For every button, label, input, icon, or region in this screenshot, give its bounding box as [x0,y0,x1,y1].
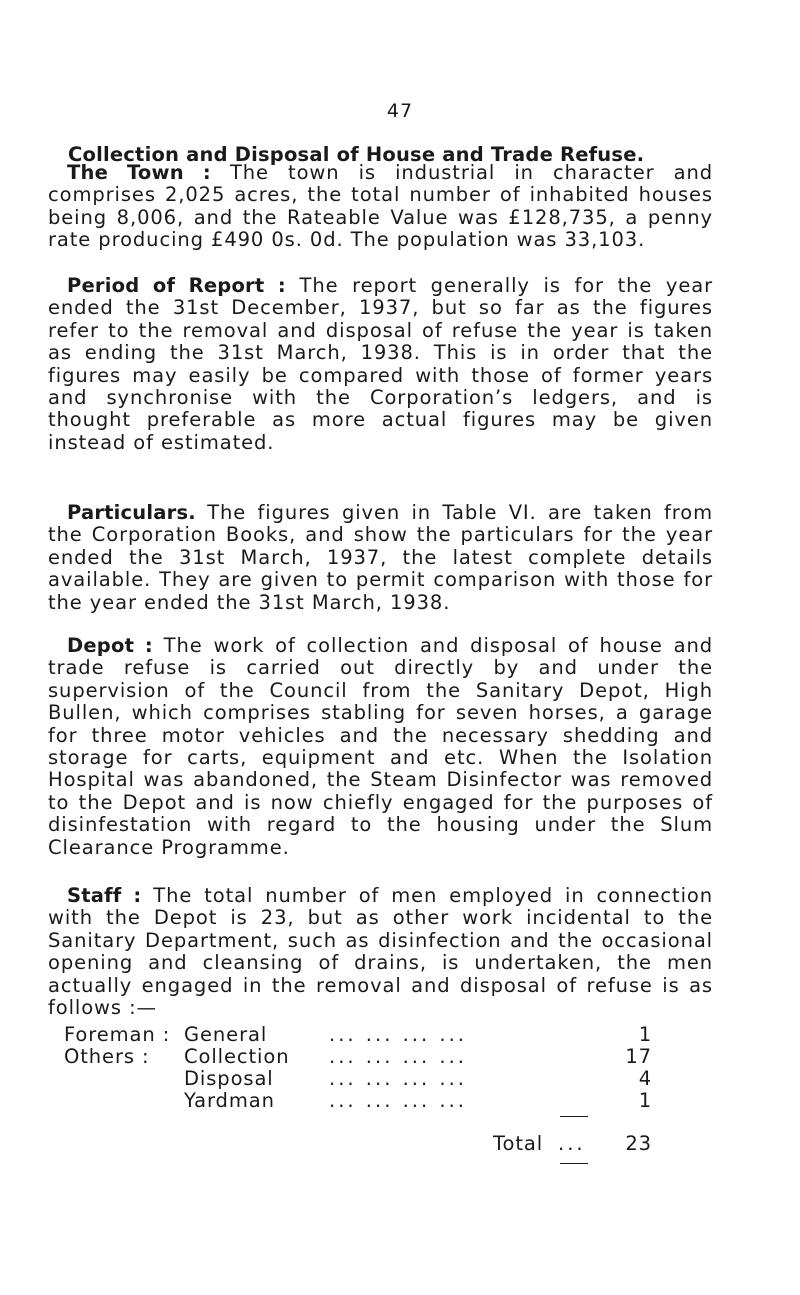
leader-dots: ... ... ... ... [329,1089,467,1112]
paragraph-particulars [48,502,713,614]
staff-category: Disposal [184,1067,274,1090]
paragraph-lead: Period of Report : [67,274,286,297]
staff-count: 1 [638,1023,652,1046]
staff-category: General [184,1023,268,1046]
paragraph-staff [48,885,713,1019]
leader-dots: ... ... ... ... [329,1045,467,1068]
staff-count: 4 [638,1067,652,1090]
staff-category: Collection [184,1045,290,1068]
paragraph-lead: Depot : [67,634,153,657]
section-heading: Collection and Disposal of House and Trade Refuse. [68,143,645,166]
page-number: 47 [386,100,414,122]
paragraph-period-of-report [48,275,713,454]
staff-role: Others : [64,1045,150,1068]
total-row [64,1132,664,1154]
staff-category: Yardman [184,1089,275,1112]
paragraph-depot [48,635,713,859]
leader-dots: ... [558,1132,586,1155]
paragraph-text: The town is industrial in character and comprises 2,025 acres, the total number of inhabited houses being 8,006, and the Rateable Value was £128,735, a penny rate producing £490 0s. 0d. The population was 33,103. [48,161,714,252]
total-label: Total [493,1132,544,1155]
paragraph-lead: Staff : [67,884,142,907]
paragraph-text: The figures given in Table VI. are taken from the Corporation Books, and show the particulars for the year ended the 31st March, 1937, the latest complete details available. They are given to permit comparison with those for the year ended the 31st March, 1938. [48,501,713,614]
paragraph-town [48,162,713,252]
paragraph-text: The total number of men employed in connection with the Depot is 23, but as other work incidental to the Sanitary Department, such as disinfection and the occasional opening and cleansing of drains, is undertaken, the men actually engaged in the removal and disposal of refuse is as follows :— [48,884,713,1020]
paragraph-text: The work of collection and disposal of house and trade refuse is carried out directly by and under the supervision of the Council from the Sanitary Depot, High Bullen, which comprises stabling for seven horses, a garage for three motor vehicles and the necessary shedding and storage for carts, equipment and etc. When the Isolation Hospital was abandoned, the Steam Disinfector was removed to the Depot and is now chiefly engaged for the purposes of disinfestation with regard to the housing under the Slum Clearance Programme. [48,634,713,859]
paragraph-text: The report generally is for the year ended the 31st December, 1937, but so far as the figures refer to the removal and disposal of refuse the year is taken as ending the 31st March, 1938. This is in order that the figures may easily be compared with those of former years and synchronise with the Corporation’s ledgers, and is thought preferable as more actual figures may be given instead of estimated. [48,274,713,454]
paragraph-lead: Particulars. [67,501,196,524]
staff-count: 1 [638,1089,652,1112]
total-rule-bottom [560,1163,588,1164]
total-rule-top [560,1116,588,1117]
staff-count: 17 [625,1045,652,1068]
leader-dots: ... ... ... ... [329,1023,467,1046]
leader-dots: ... ... ... ... [329,1067,467,1090]
total-count: 23 [625,1132,652,1155]
paragraph-lead: The Town : [67,161,211,184]
staff-role: Foreman : [64,1023,171,1046]
